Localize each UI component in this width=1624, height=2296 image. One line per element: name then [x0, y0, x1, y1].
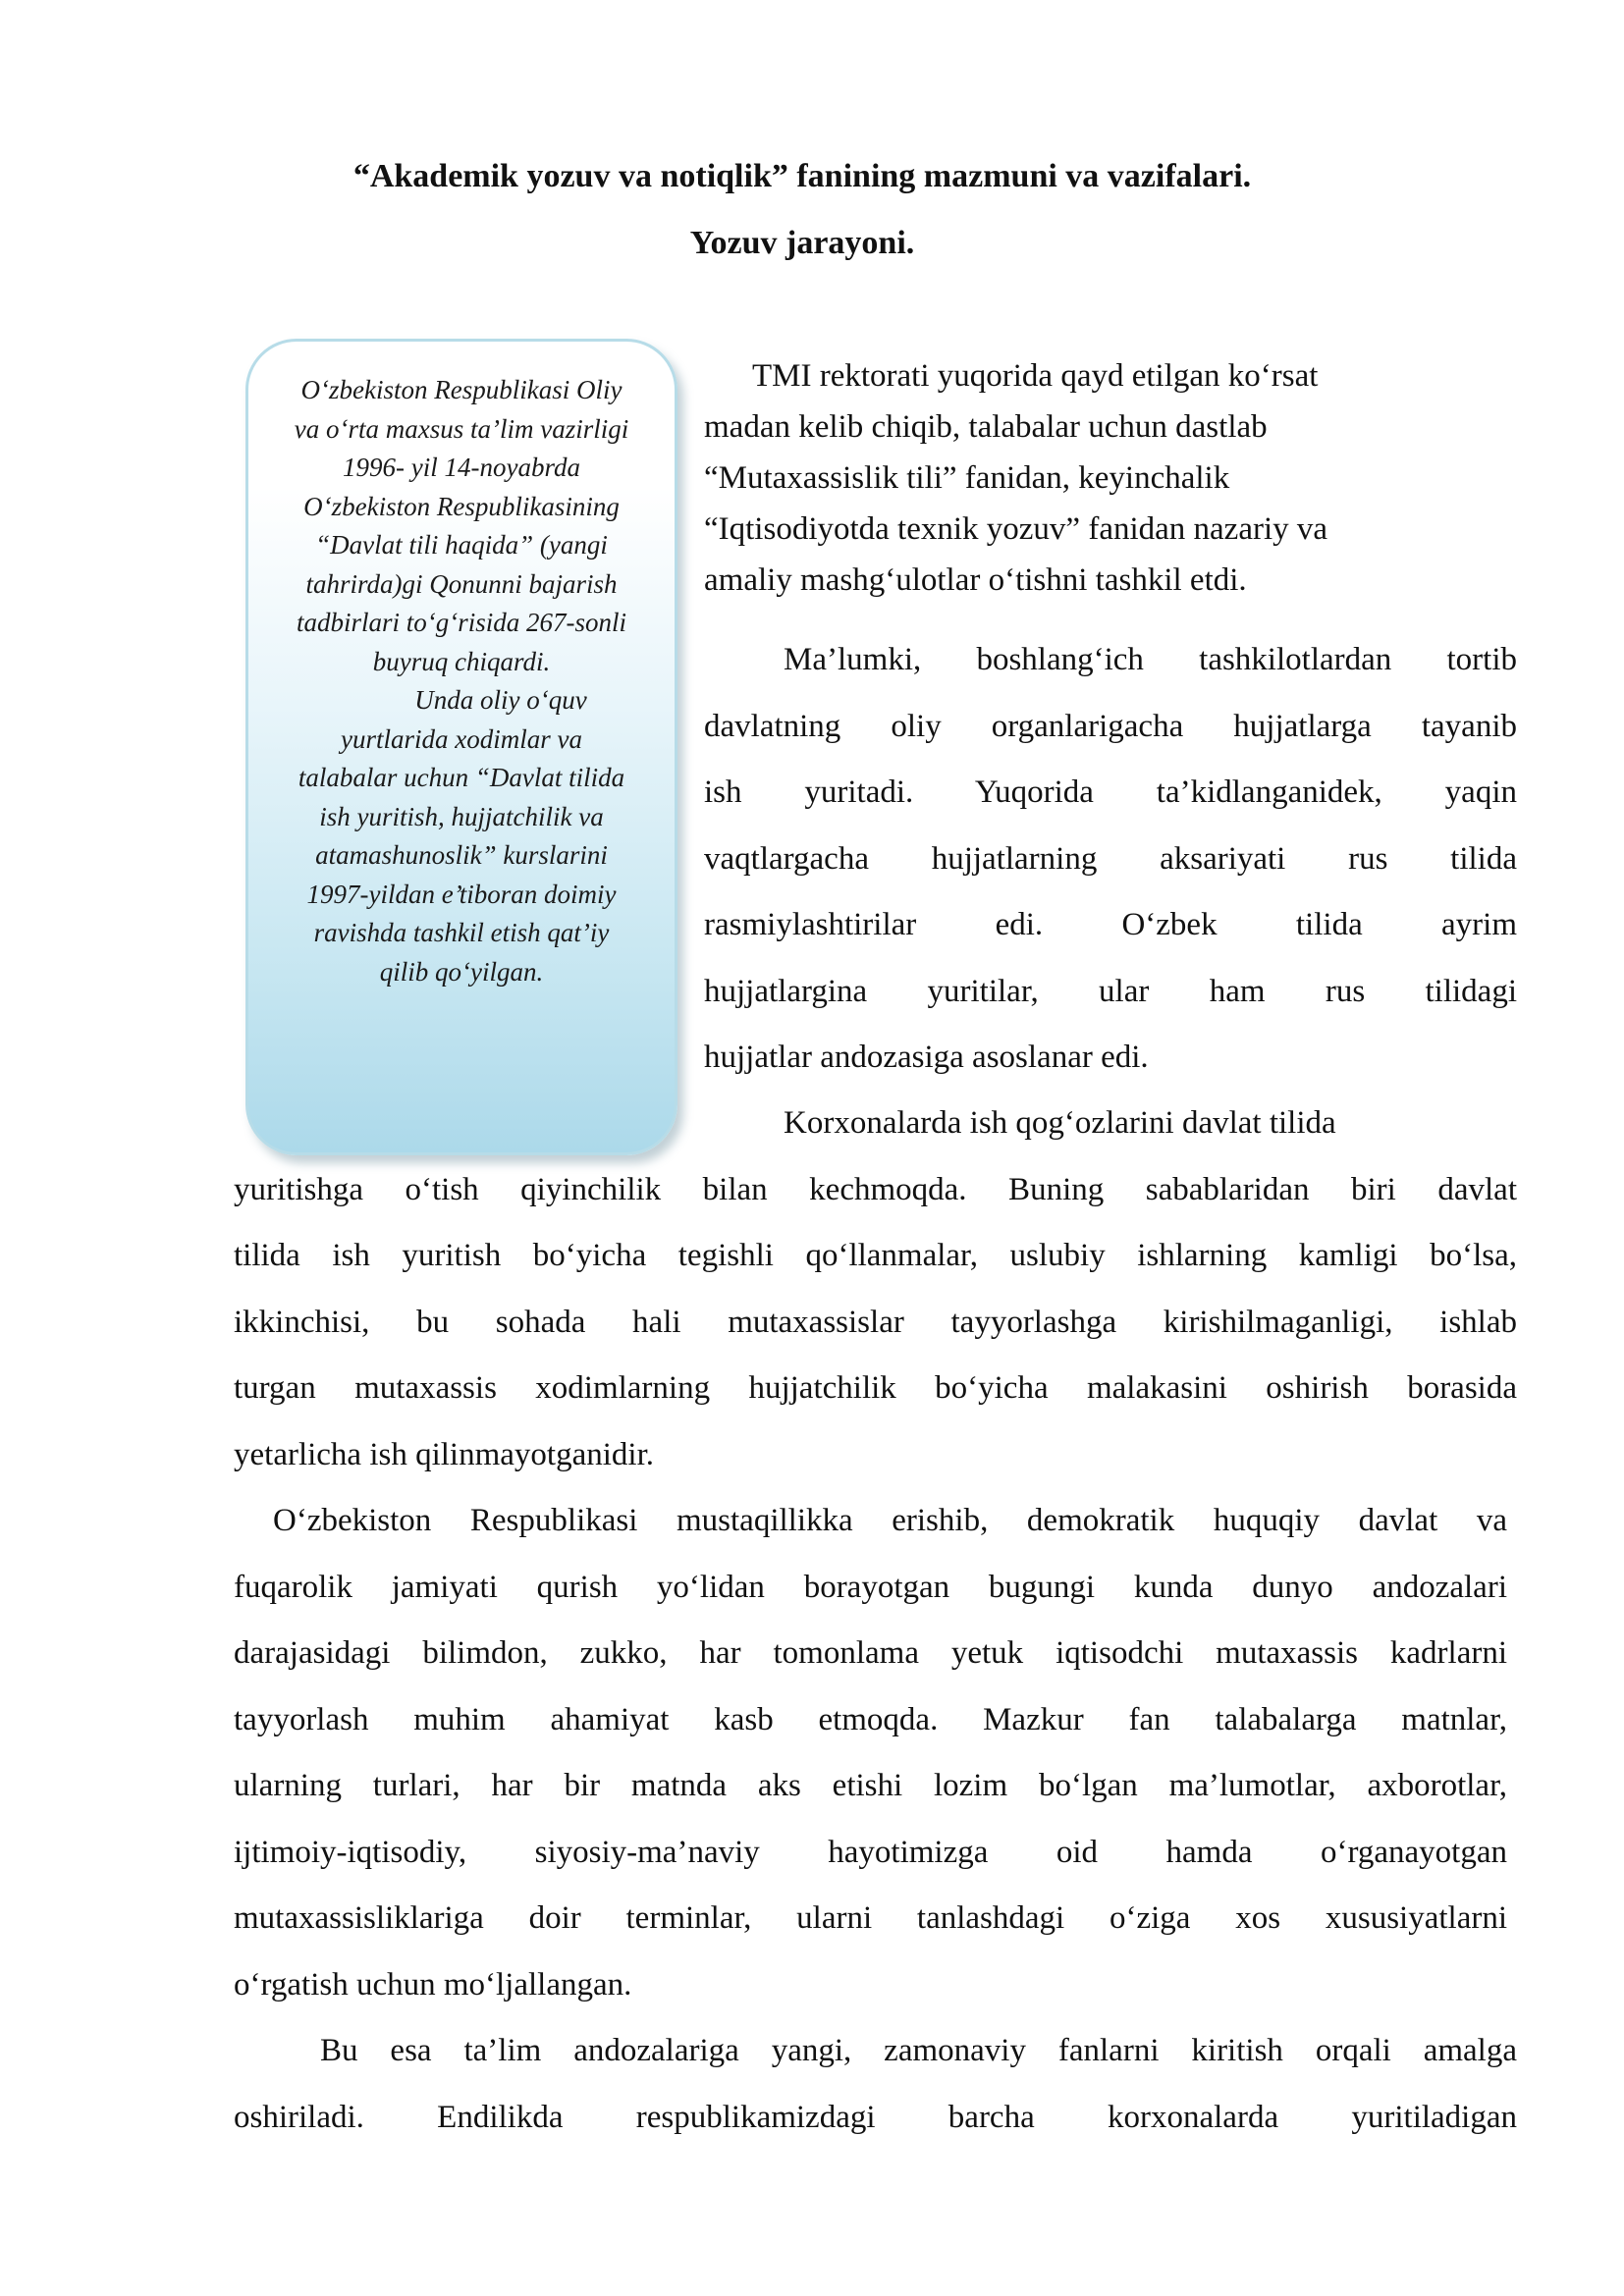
- body-line: ularning turlari, har bir matnda aks etishi lozim bo‘lgan ma’lumotlar, axborotlar,: [234, 1768, 1507, 1803]
- body-line: tayyorlash muhim ahamiyat kasb etmoqda. Mazkur fan talabalarga matnlar,: [234, 1702, 1507, 1737]
- body-line: ish yuritadi. Yuqorida ta’kidlanganidek, yaqin: [704, 774, 1517, 810]
- body-line: yuritishga o‘tish qiyinchilik bilan kechmoqda. Buning sabablaridan biri davlat: [234, 1172, 1517, 1207]
- sidebar-callout-box: [245, 339, 677, 1155]
- body-line: O‘zbekiston Respublikasi mustaqillikka erishib, demokratik huquqiy davlat va: [273, 1503, 1507, 1538]
- body-line: Korxonalarda ish qog‘ozlarini davlat tilida: [784, 1105, 1336, 1141]
- body-line: vaqtlargacha hujjatlarning aksariyati rus tilida: [704, 841, 1517, 877]
- page-subtitle: Yozuv jarayoni.: [689, 225, 915, 261]
- body-line: Ma’lumki, boshlang‘ich tashkilotlardan tortib: [784, 642, 1517, 677]
- sidebar-paragraph: O‘zbekiston Respublikasi Oliy va o‘rta maxsus ta’lim vazirligi 1996- yil 14-noyabrda O‘zbekiston Respublikasining “Davlat tili haqida” (yangi tahrirda)gi Qonunni bajarish tadbirlari to‘g‘risida 267-sonli buyruq chiqardi.: [294, 375, 629, 676]
- body-line: davlatning oliy organlarigacha hujjatlarga tayanib: [704, 709, 1517, 744]
- page-title: “Akademik yozuv va notiqlik” fanining mazmuni va vazifalari.: [352, 158, 1252, 194]
- body-line: “Mutaxassislik tili” fanidan, keyinchalik: [704, 460, 1230, 496]
- body-line: yetarlicha ish qilinmayotganidir.: [234, 1437, 654, 1472]
- body-line: amaliy mashg‘ulotlar o‘tishni tashkil etdi.: [704, 562, 1247, 598]
- body-line: madan kelib chiqib, talabalar uchun dastlab: [704, 409, 1268, 445]
- body-line: “Iqtisodiyotda texnik yozuv” fanidan nazariy va: [704, 511, 1328, 547]
- body-line: oshiriladi. Endilikda respublikamizdagi barcha korxonalarda yuritiladigan: [234, 2100, 1517, 2135]
- body-line: ijtimoiy-iqtisodiy, siyosiy-ma’naviy hayotimizga oid hamda o‘rganayotgan: [234, 1835, 1507, 1870]
- body-line: ikkinchisi, bu sohada hali mutaxassislar tayyorlashga kirishilmaganligi, ishlab: [234, 1305, 1517, 1340]
- body-line: rasmiylashtirilar edi. O‘zbek tilida ayrim: [704, 907, 1517, 942]
- body-line: Bu esa ta’lim andozalariga yangi, zamonaviy fanlarni kiritish orqali amalga: [320, 2033, 1517, 2068]
- body-line: tilida ish yuritish bo‘yicha tegishli qo‘llanmalar, uslubiy ishlarning kamligi bo‘lsa,: [234, 1238, 1517, 1273]
- body-line: darajasidagi bilimdon, zukko, har tomonlama yetuk iqtisodchi mutaxassis kadrlarni: [234, 1635, 1507, 1671]
- body-line: turgan mutaxassis xodimlarning hujjatchilik bo‘yicha malakasini oshirish borasida: [234, 1370, 1517, 1406]
- body-line: hujjatlargina yuritilar, ular ham rus tilidagi: [704, 974, 1517, 1009]
- body-line: mutaxassisliklariga doir terminlar, ularni tanlashdagi o‘ziga xos xususiyatlarni: [234, 1900, 1507, 1936]
- body-line: TMI rektorati yuqorida qayd etilgan ko‘rsat: [752, 358, 1319, 394]
- sidebar-paragraph: Unda oliy o‘quv yurtlarida xodimlar va talabalar uchun “Davlat tilida ish yuritish, hujjatchilik va atamashunoslik” kurslarini 1997-yildan e’tiboran doimiy ravishda tashkil etish qat’iy qilib qo‘yilgan.: [298, 685, 625, 987]
- body-line: fuqarolik jamiyati qurish yo‘lidan borayotgan bugungi kunda dunyo andozalari: [234, 1570, 1507, 1605]
- body-line: hujjatlar andozasiga asoslanar edi.: [704, 1040, 1149, 1075]
- body-line: o‘rgatish uchun mo‘ljallangan.: [234, 1967, 632, 2002]
